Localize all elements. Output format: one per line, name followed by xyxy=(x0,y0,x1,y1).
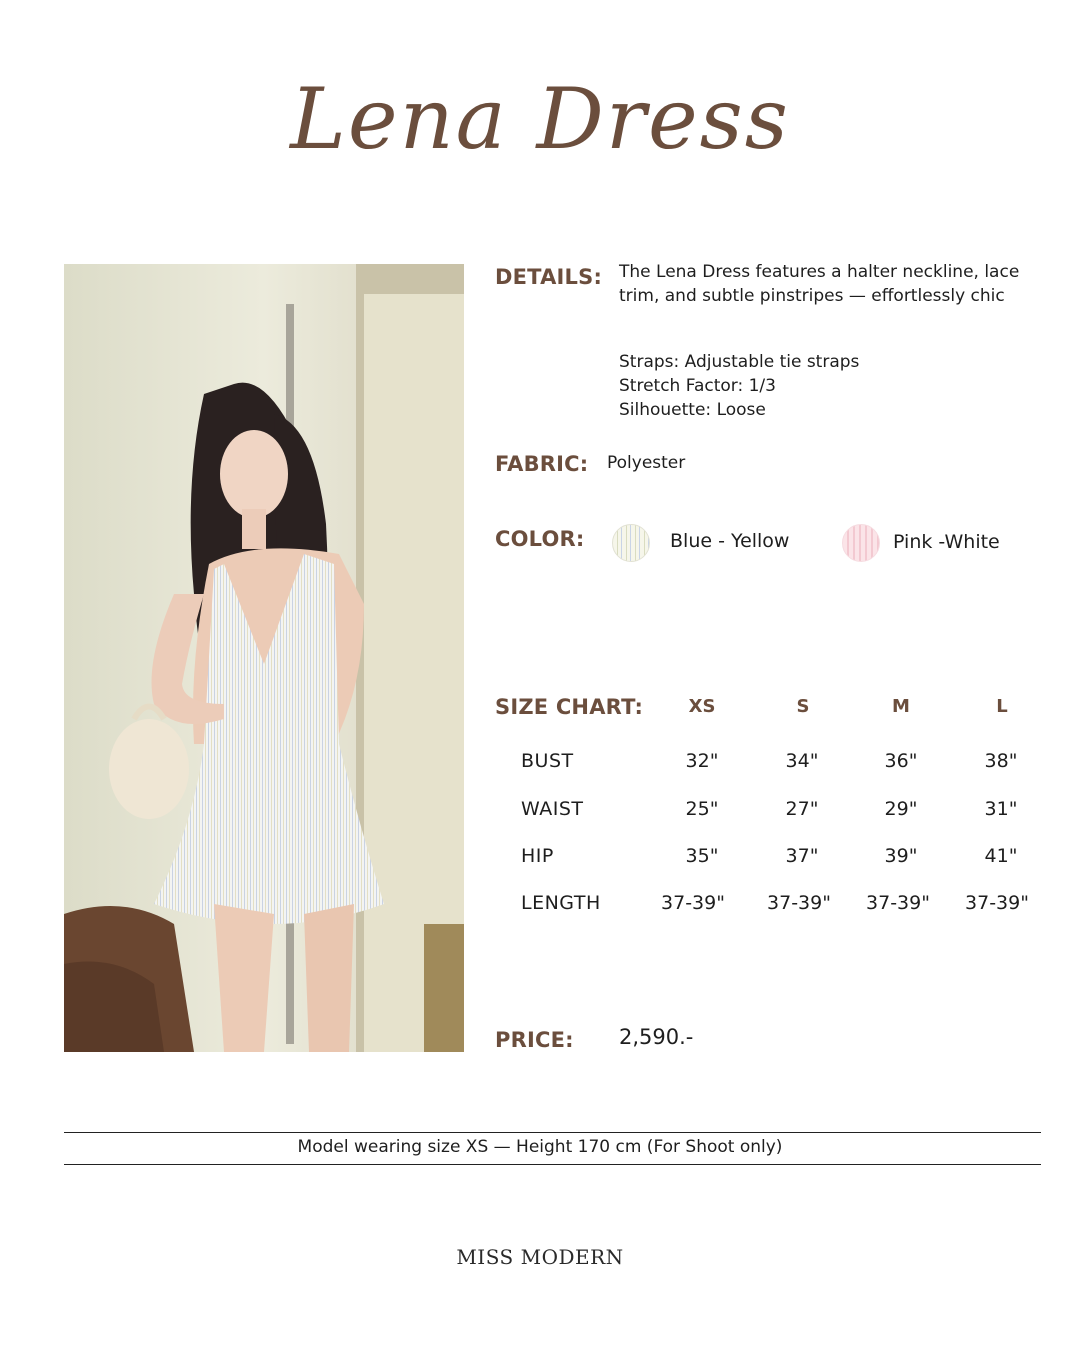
size-cell: 37-39" xyxy=(767,892,831,914)
size-cell: 31" xyxy=(984,798,1018,820)
size-cell: 29" xyxy=(884,798,918,820)
details-silhouette: Silhouette: Loose xyxy=(619,400,766,420)
color-name-pink-white: Pink -White xyxy=(893,531,1000,553)
size-row-label-hip: HIP xyxy=(521,845,554,867)
page-title: Lena Dress xyxy=(290,70,790,168)
size-header-m: M xyxy=(892,696,910,717)
size-cell: 37-39" xyxy=(965,892,1029,914)
size-cell: 35" xyxy=(685,845,719,867)
details-description-line2: trim, and subtle pinstripes — effortlessly chic xyxy=(619,286,1005,306)
size-header-l: L xyxy=(996,696,1008,717)
size-cell: 41" xyxy=(984,845,1018,867)
divider-top xyxy=(64,1132,1041,1133)
size-cell: 37-39" xyxy=(866,892,930,914)
size-cell: 36" xyxy=(884,750,918,772)
size-cell: 32" xyxy=(685,750,719,772)
size-cell: 39" xyxy=(884,845,918,867)
size-row-label-bust: BUST xyxy=(521,750,574,772)
size-cell: 38" xyxy=(984,750,1018,772)
details-stretch-factor: Stretch Factor: 1/3 xyxy=(619,376,776,396)
size-row-label-length: LENGTH xyxy=(521,892,601,914)
size-chart-label: SIZE CHART: xyxy=(495,695,644,719)
color-label: COLOR: xyxy=(495,527,585,551)
size-cell: 25" xyxy=(685,798,719,820)
size-cell: 37" xyxy=(785,845,819,867)
model-size-note: Model wearing size XS — Height 170 cm (For Shoot only) xyxy=(297,1137,783,1157)
model-illustration xyxy=(64,264,464,1052)
fabric-label: FABRIC: xyxy=(495,452,589,476)
size-row-label-waist: WAIST xyxy=(521,798,584,820)
details-straps: Straps: Adjustable tie straps xyxy=(619,352,860,372)
color-swatch-pink-white[interactable] xyxy=(842,524,880,562)
size-header-s: S xyxy=(796,696,810,717)
price-value: 2,590.- xyxy=(619,1025,694,1049)
details-label: DETAILS: xyxy=(495,265,603,289)
details-description-line1: The Lena Dress features a halter neckline, lace xyxy=(619,262,1020,282)
price-label: PRICE: xyxy=(495,1028,574,1052)
brand-logo: MISS MODERN xyxy=(456,1245,624,1269)
size-cell: 27" xyxy=(785,798,819,820)
fabric-value: Polyester xyxy=(607,453,686,473)
color-swatch-blue-yellow[interactable] xyxy=(612,524,650,562)
color-name-blue-yellow: Blue - Yellow xyxy=(670,530,790,552)
size-cell: 34" xyxy=(785,750,819,772)
size-cell: 37-39" xyxy=(661,892,725,914)
product-photo xyxy=(64,264,464,1052)
divider-bottom xyxy=(64,1164,1041,1165)
size-header-xs: XS xyxy=(688,696,716,717)
